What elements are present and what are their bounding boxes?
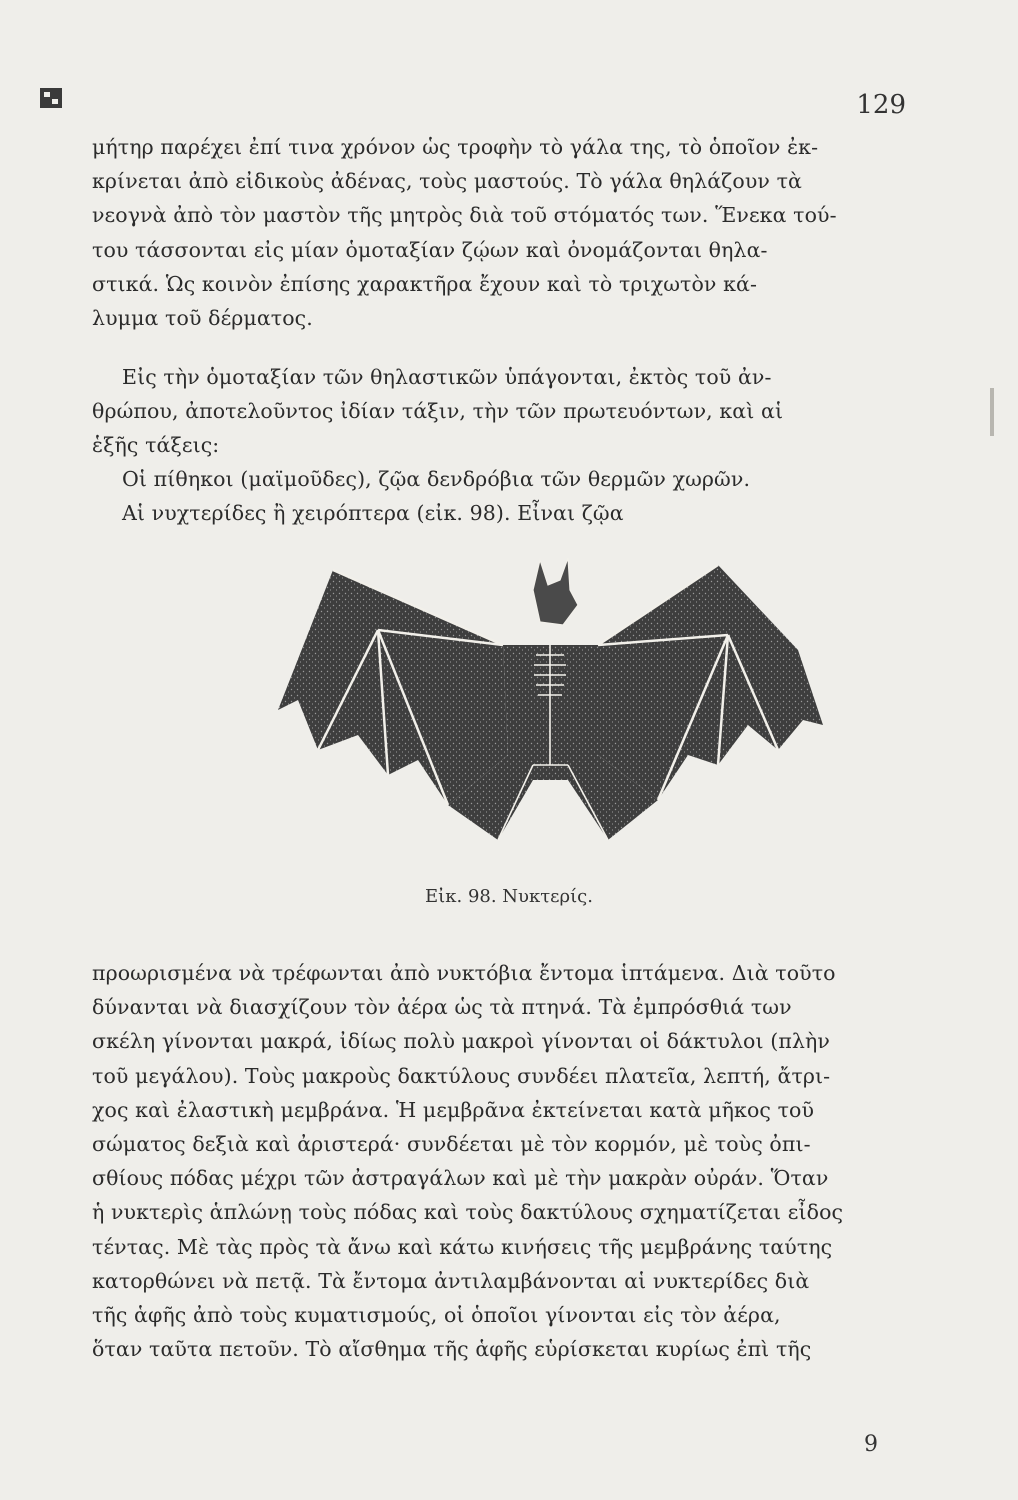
- text-line: κρίνεται ἀπὸ εἰδικοὺς ἀδένας, τοὺς μαστούς. Τὸ γάλα θηλάζουν τὰ: [92, 169, 802, 194]
- bat-illustration: [278, 550, 838, 880]
- text-line: θρώπου, ἀποτελοῦντος ἰδίαν τάξιν, τὴν τῶν πρωτευόντων, καὶ αἱ: [92, 399, 784, 424]
- signature-number: 9: [864, 1432, 878, 1457]
- margin-mark: [990, 388, 994, 436]
- text-line: του τάσσονται εἰς μίαν ὁμοταξίαν ζῴων καὶ ὀνομάζονται θηλα-: [92, 237, 768, 262]
- text-line: Εἰς τὴν ὁμοταξίαν τῶν θηλαστικῶν ὑπάγονται, ἐκτὸς τοῦ ἀν-: [122, 365, 772, 389]
- text-line: ὅταν ταῦτα πετοῦν. Τὸ αἴσθημα τῆς ἁφῆς εὑρίσκεται κυρίως ἐπὶ τῆς: [92, 1337, 812, 1362]
- text-line: τοῦ μεγάλου). Τοὺς μακροὺς δακτύλους συνδέει πλατεῖα, λεπτή, ἄτρι-: [92, 1063, 831, 1088]
- bat-head: [533, 558, 578, 625]
- text-line: τέντας. Μὲ τὰς πρὸς τὰ ἄνω καὶ κάτω κινήσεις τῆς μεμβράνης ταύτης: [92, 1234, 833, 1259]
- text-line: τῆς ἁφῆς ἀπὸ τοὺς κυματισμούς, οἱ ὁποῖοι γίνονται εἰς τὸν ἀέρα,: [92, 1303, 781, 1328]
- text-line: μήτηρ παρέχει ἐπί τινα χρόνον ὡς τροφὴν τὸ γάλα της, τὸ ὁποῖον ἐκ-: [92, 135, 819, 159]
- paragraph-bats: [92, 496, 902, 530]
- paragraph-orders: [92, 360, 902, 463]
- text-line: Αἱ νυχτερίδες ἢ χειρόπτερα (εἰκ. 98). Εἶναι ζῷα: [122, 501, 624, 525]
- text-line: στικά. Ὡς κοινὸν ἐπίσης χαρακτῆρα ἔχουν καὶ τὸ τριχωτὸν κά-: [92, 271, 757, 296]
- text-line: ἑξῆς τάξεις:: [92, 433, 220, 458]
- text-line: χος καὶ ἐλαστικὴ μεμβράνα. Ἡ μεμβρᾶνα ἐκτείνεται κατὰ μῆκος τοῦ: [92, 1097, 815, 1122]
- left-wing: [278, 570, 508, 805]
- text-line: κατορθώνει νὰ πετᾷ. Τὰ ἔντομα ἀντιλαμβάνονται αἱ νυκτερίδες διὰ: [92, 1268, 810, 1293]
- text-line: σθίους πόδας μέχρι τῶν ἀστραγάλων καὶ μὲ τὴν μακρὰν οὐράν. Ὅταν: [92, 1166, 829, 1191]
- paragraph-monkeys: [92, 462, 902, 496]
- text-line: σώματος δεξιὰ καὶ ἀριστερά· συνδέεται μὲ τὸν κορμόν, μὲ τοὺς ὀπι-: [92, 1132, 811, 1157]
- text-line: νεογνὰ ἀπὸ τὸν μαστὸν τῆς μητρὸς διὰ τοῦ στόματός των. Ἕνεκα τού-: [92, 203, 837, 228]
- text-line: δύνανται νὰ διασχίζουν τὸν ἀέρα ὡς τὰ πτηνά. Τὰ ἐμπρόσθιά των: [92, 995, 792, 1020]
- text-line: Οἱ πίθηκοι (μαϊμοῦδες), ζῷα δενδρόβια τῶν θερμῶν χωρῶν.: [122, 467, 751, 491]
- right-wing: [598, 565, 823, 800]
- figure-caption: Εἰκ. 98. Νυκτερίς.: [425, 886, 593, 907]
- page-number: 129: [856, 90, 906, 120]
- text-line: λυμμα τοῦ δέρματος.: [92, 306, 313, 331]
- paragraph-bat-description: [92, 956, 902, 1366]
- paragraph-mammals-intro: [92, 130, 902, 335]
- library-stamp-icon: [38, 86, 64, 110]
- text-line: σκέλη γίνονται μακρά, ἰδίως πολὺ μακροὶ γίνονται οἱ δάκτυλοι (πλὴν: [92, 1029, 830, 1054]
- text-line: προωρισμένα νὰ τρέφωνται ἀπὸ νυκτόβια ἔντομα ἱπτάμενα. Διὰ τοῦτο: [92, 961, 836, 985]
- text-line: ἡ νυκτερὶς ἁπλώνῃ τοὺς πόδας καὶ τοὺς δακτύλους σχηματίζεται εἶδος: [92, 1200, 844, 1225]
